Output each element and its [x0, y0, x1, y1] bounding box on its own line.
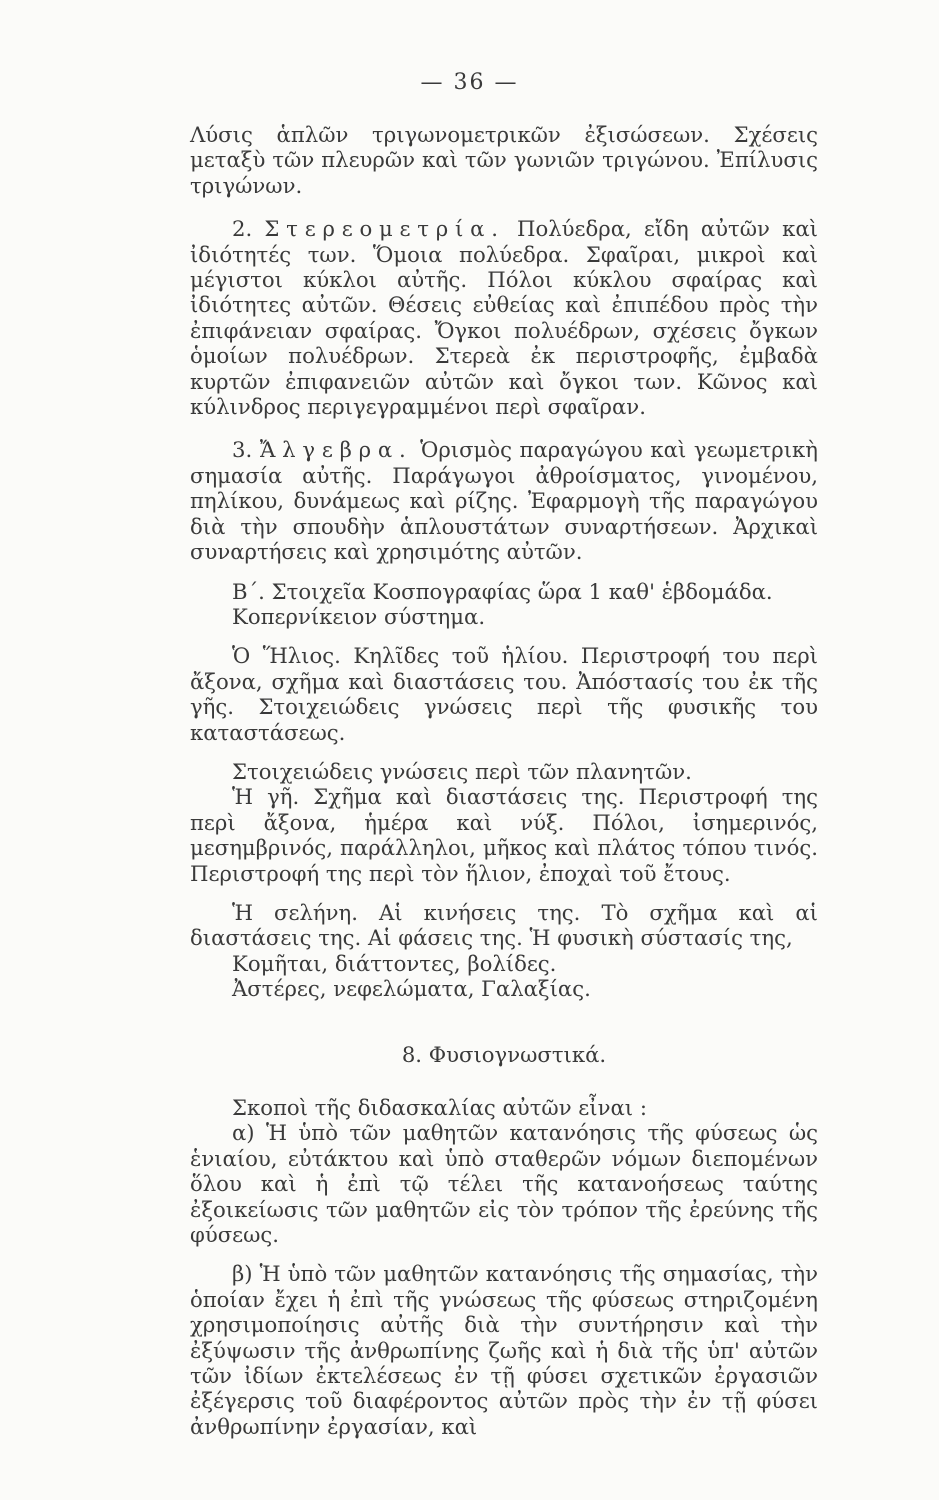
section-text-stereometry: Πολύεδρα, εἴδη αὐτῶν καὶ ἰδιότητές των. Ὅμοια πολύεδρα. Σφαῖραι, μικροὶ καὶ μέγιστοι κύκλοι αὐτῆς. Πόλοι κύκλου σφαίρας καὶ ἰδιότητες αὐτῶν. Θέσεις εὐθείας καὶ ἐπιπέδου πρὸς τὴν ἐπιφάνειαν σφαίρας. Ὄγκοι πολυέδρων, σχέσεις ὄγκων ὁμοίων πολυέδρων. Στερεὰ ἐκ περιστροφῆς, ἐμβαδὰ κυρτῶν ἐπιφανειῶν αὐτῶν καὶ ὄγκοι των. Κῶνος καὶ κύλινδρος περιγεγραμμένοι περὶ σφαῖραν.	[190, 216, 818, 420]
paragraph-copernican-system: Κοπερνίκειον σύστημα.	[232, 603, 486, 629]
paragraph-trigonometry: Λύσις ἁπλῶν τριγωνομετρικῶν ἐξισώσεων. Σχέσεις μεταξὺ τῶν πλευρῶν καὶ τῶν γωνιῶν τριγώνου. Ἐπίλυσις τριγώνων.	[190, 122, 818, 198]
paragraph-aim-a: α) Ἡ ὑπὸ τῶν μαθητῶν κατανόησις τῆς φύσεως ὡς ἑνιαίου, εὐτάκτου καὶ ὑπὸ σταθερῶν νόμων διεπομένων ὅλου καὶ ἡ ἐπὶ τῷ τέλει τῆς κατανοήσεως ταύτης ἐξοικείωσις τῶν μαθητῶν εἰς τὸν τρόπον τῆς ἐρεύνης τῆς φύσεως.	[190, 1120, 818, 1248]
paragraph-sun: Ὁ Ἥλιος. Κηλῖδες τοῦ ἡλίου. Περιστροφή του περὶ ἄξονα, σχῆμα καὶ διαστάσεις του. Ἀπόστασίς του ἐκ τῆς γῆς. Στοιχειώδεις γνώσεις περὶ τῆς φυσικῆς του καταστάσεως.	[190, 643, 818, 745]
section-number: 3.	[232, 437, 253, 463]
paragraph-cosmography-heading: Β΄. Στοιχεῖα Κοσπογραφίας ὥρα 1 καθ' ἑβδομάδα.	[232, 578, 773, 604]
paragraph-aims: Σκοποὶ τῆς διδασκαλίας αὐτῶν εἶναι :	[232, 1095, 647, 1120]
body-text	[190, 122, 818, 1439]
paragraph-earth: Ἡ γῆ. Σχῆμα καὶ διαστάσεις της. Περιστροφή της περὶ ἄξονα, ἡμέρα καὶ νύξ. Πόλοι, ἰσημερινός, μεσημβρινός, παράλληλοι, μῆκος καὶ πλάτος τόπου τινός. Περιστροφή της περὶ τὸν ἥλιον, ἐποχαὶ τοῦ ἔτους.	[190, 784, 818, 886]
page-number: — 36 —	[420, 70, 519, 95]
paragraph-stars: Ἀστέρες, νεφελώματα, Γαλαξίας.	[232, 976, 591, 1002]
section-title-stereometry: Στερεομετρία.	[264, 216, 505, 242]
paragraph-planets: Στοιχειώδεις γνώσεις περὶ τῶν πλανητῶν.	[232, 758, 692, 784]
section-heading-natural-sciences: 8. Φυσιογνωστικά.	[401, 1041, 607, 1067]
section-text-algebra: Ὁρισμὸς παραγώγου καὶ γεωμετρικὴ σημασία αὐτῆς. Παράγωγοι ἀθροίσματος, γινομένου, πηλίκου, δυνάμεως καὶ ρίζης. Ἐφαρμογὴ τῆς παραγώγου διὰ τὴν σπουδὴν ἁπλουστάτων συναρτήσεων. Ἀρχικαὶ συναρτήσεις καὶ χρησιμότης αὐτῶν.	[190, 437, 818, 565]
section-number: 2.	[232, 216, 253, 242]
section-title-algebra: Ἄλγεβρα.	[259, 437, 413, 463]
paragraph-moon: Ἡ σελήνη. Αἱ κινήσεις της. Τὸ σχῆμα καὶ αἱ διαστάσεις της. Αἱ φάσεις της. Ἡ φυσικὴ σύστασίς της,	[190, 899, 818, 951]
paragraph-aim-b: β) Ἡ ὑπὸ τῶν μαθητῶν κατανόησις τῆς σημασίας, τὴν ὁποίαν ἔχει ἡ ἐπὶ τῆς γνώσεως τῆς φύσεως στηριζομένη χρησιμοποίησις αὐτῆς διὰ τὴν συντήρησιν καὶ τὴν ἐξύψωσιν τῆς ἀνθρωπίνης ζωῆς καὶ ἡ διὰ τῆς ὑπ' αὐτῶν τῶν ἰδίων ἐκτελέσεως ἐν τῇ φύσει σχετικῶν ἐργασιῶν ἐξέγερσις τοῦ διαφέροντος αὐτῶν πρὸς τὴν ἐν τῇ φύσει ἀνθρωπίνην ἐργασίαν, καὶ	[190, 1261, 818, 1439]
paragraph-stereometry	[190, 216, 818, 419]
paragraph-comets: Κομῆται, διάττοντες, βολίδες.	[232, 950, 557, 976]
paragraph-algebra	[190, 437, 818, 564]
